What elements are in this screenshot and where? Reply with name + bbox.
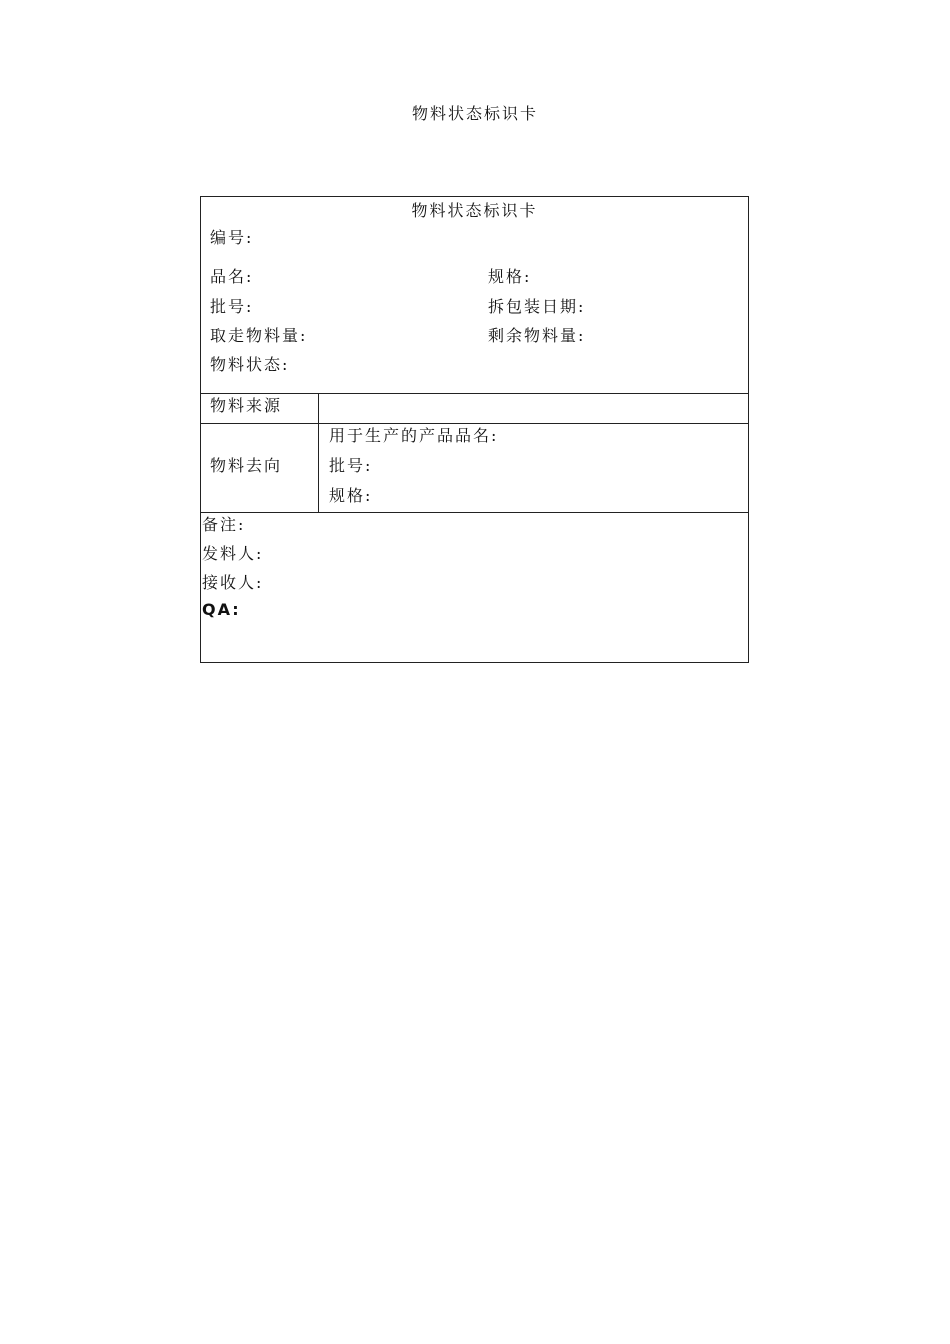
- material-status-label: 物料状态:: [210, 355, 290, 374]
- batch-label: 批号:: [210, 297, 254, 316]
- product-name-label: 品名:: [210, 267, 254, 286]
- unpack-date-label: 拆包装日期:: [488, 297, 586, 316]
- receiver-label: 接收人:: [202, 573, 264, 592]
- remarks-label: 备注:: [202, 515, 246, 534]
- code-label: 编号:: [210, 228, 254, 247]
- page-title: 物料状态标识卡: [411, 104, 538, 123]
- qa-label: QA:: [202, 600, 241, 619]
- source-label: 物料来源: [210, 396, 283, 415]
- destination-label: 物料去向: [210, 456, 283, 475]
- dest-spec-label: 规格:: [329, 486, 373, 505]
- divider: [201, 512, 748, 513]
- spec-label: 规格:: [488, 267, 532, 286]
- card-title: 物料状态标识卡: [411, 201, 538, 220]
- issuer-label: 发料人:: [202, 544, 264, 563]
- column-divider: [318, 393, 319, 512]
- divider: [201, 393, 748, 394]
- taken-qty-label: 取走物料量:: [210, 326, 308, 345]
- dest-product-name-label: 用于生产的产品品名:: [329, 426, 499, 445]
- remaining-qty-label: 剩余物料量:: [488, 326, 586, 345]
- status-card: [200, 196, 749, 663]
- dest-batch-label: 批号:: [329, 456, 373, 475]
